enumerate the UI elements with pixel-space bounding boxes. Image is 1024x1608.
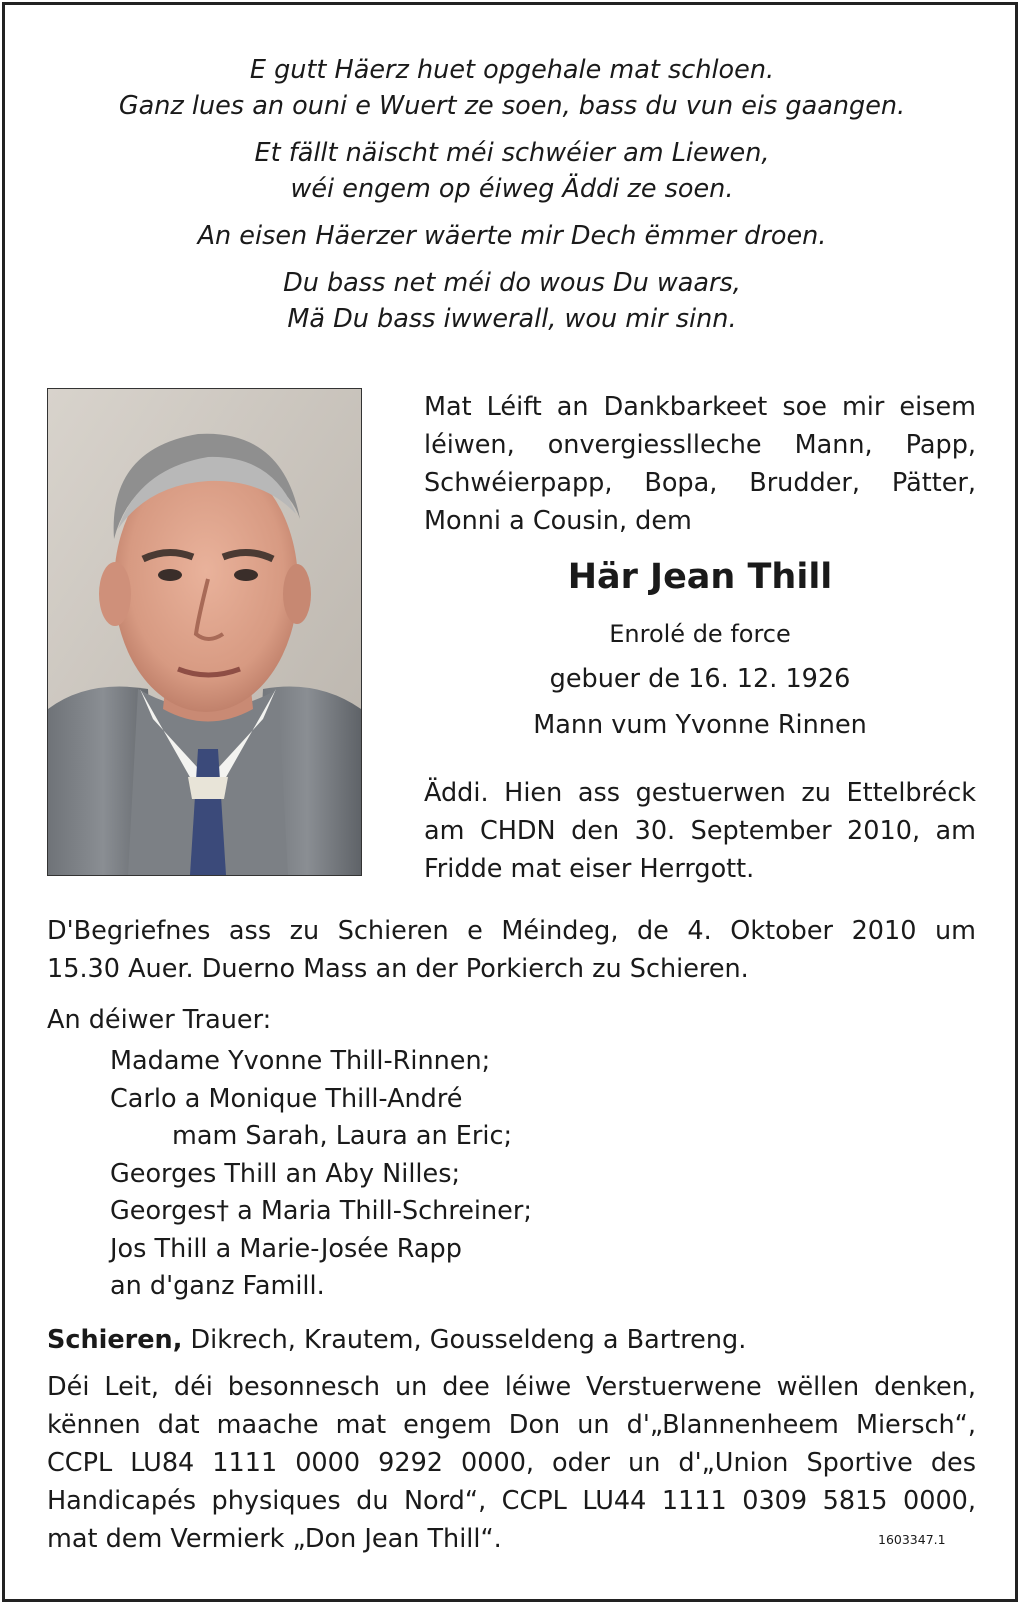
poem-line: An eisen Häerzer wäerte mir Dech ëmmer droen. [197,221,827,251]
death-line: Fridde mat eiser Herrgott. [424,854,755,884]
poem-stanza-1 [0,52,1024,124]
poem [0,52,1024,348]
deceased-name: Här Jean Thill [567,557,833,597]
places-rest: Dikrech, Krautem, Gousseldeng a Bartreng. [182,1325,747,1355]
death-line: Äddi. Hien ass gestuerwen zu Ettelbréck [424,778,976,808]
intro-paragraph [424,388,976,540]
places-line [47,1325,746,1355]
poem-line: Mä Du bass iwwerall, wou mir sinn. [287,304,737,334]
mourner-item: mam Sarah, Laura an Eric; [172,1121,513,1151]
poem-line: Et fällt näischt méi schwéier am Liewen, [254,138,770,168]
poem-line: Ganz lues an ouni e Wuert ze soen, bass du vun eis gaangen. [118,91,906,121]
poem-stanza-4 [0,265,1024,337]
death-line: am CHDN den 30. September 2010, am [424,816,976,846]
poem-line: wéi engem op éiweg Äddi ze soen. [290,174,734,204]
reference-number: 1603347.1 [878,1532,946,1547]
mourner-item: Carlo a Monique Thill-André [110,1083,463,1114]
donation-line: Handicapés physiques du Nord“, CCPL LU44 1111 0309 5815 0000, [47,1486,976,1516]
portrait-photo [47,388,362,876]
mourners-list [110,1043,532,1306]
funeral-paragraph [47,912,976,988]
spouse-line: Mann vum Yvonne Rinnen [533,710,867,740]
donation-line: mat dem Vermierk „Don Jean Thill“. [47,1524,502,1554]
mourner-item: Jos Thill a Marie-Josée Rapp [110,1233,462,1264]
funeral-line: 15.30 Auer. Duerno Mass an der Porkierch zu Schieren. [47,954,749,984]
mourner-item: Madame Yvonne Thill-Rinnen; [110,1046,491,1076]
poem-line: Du bass net méi do wous Du waars, [283,268,741,298]
mourner-item: Georges Thill an Aby Nilles; [110,1158,461,1189]
intro-line: Mat Léift an Dankbarkeet soe mir eisem [424,392,976,422]
poem-line: E gutt Häerz huet opgehale mat schloen. [249,55,775,85]
poem-stanza-3 [0,218,1024,254]
birth-date: gebuer de 16. 12. 1926 [549,664,851,694]
donation-line: Déi Leit, déi besonnesch un dee léiwe Verstuerwene wëllen denken, [47,1372,976,1402]
mourner-item: an d'ganz Famill. [110,1271,325,1301]
intro-line: léiwen, onvergiesslleche Mann, Papp, [424,430,976,460]
mourner-item: Georges† a Maria Thill-Schreiner; [110,1196,532,1226]
donation-paragraph [47,1368,976,1558]
donation-line: kënnen dat maache mat engem Don un d'„Blannenheem Miersch“, [47,1410,976,1440]
intro-line: Schwéierpapp, Bopa, Brudder, Pätter, [424,468,976,498]
death-paragraph [424,774,976,888]
funeral-line: D'Begriefnes ass zu Schieren e Méindeg, de 4. Oktober 2010 um [47,916,976,946]
deceased-subtitle: Enrolé de force [609,620,791,648]
donation-line: CCPL LU84 1111 0000 9292 0000, oder un d'„Union Sportive des [47,1448,976,1478]
poem-stanza-2 [0,135,1024,207]
mourning-heading: An déiwer Trauer: [47,1005,272,1035]
intro-line: Monni a Cousin, dem [424,506,692,536]
places-bold: Schieren, [47,1325,183,1355]
